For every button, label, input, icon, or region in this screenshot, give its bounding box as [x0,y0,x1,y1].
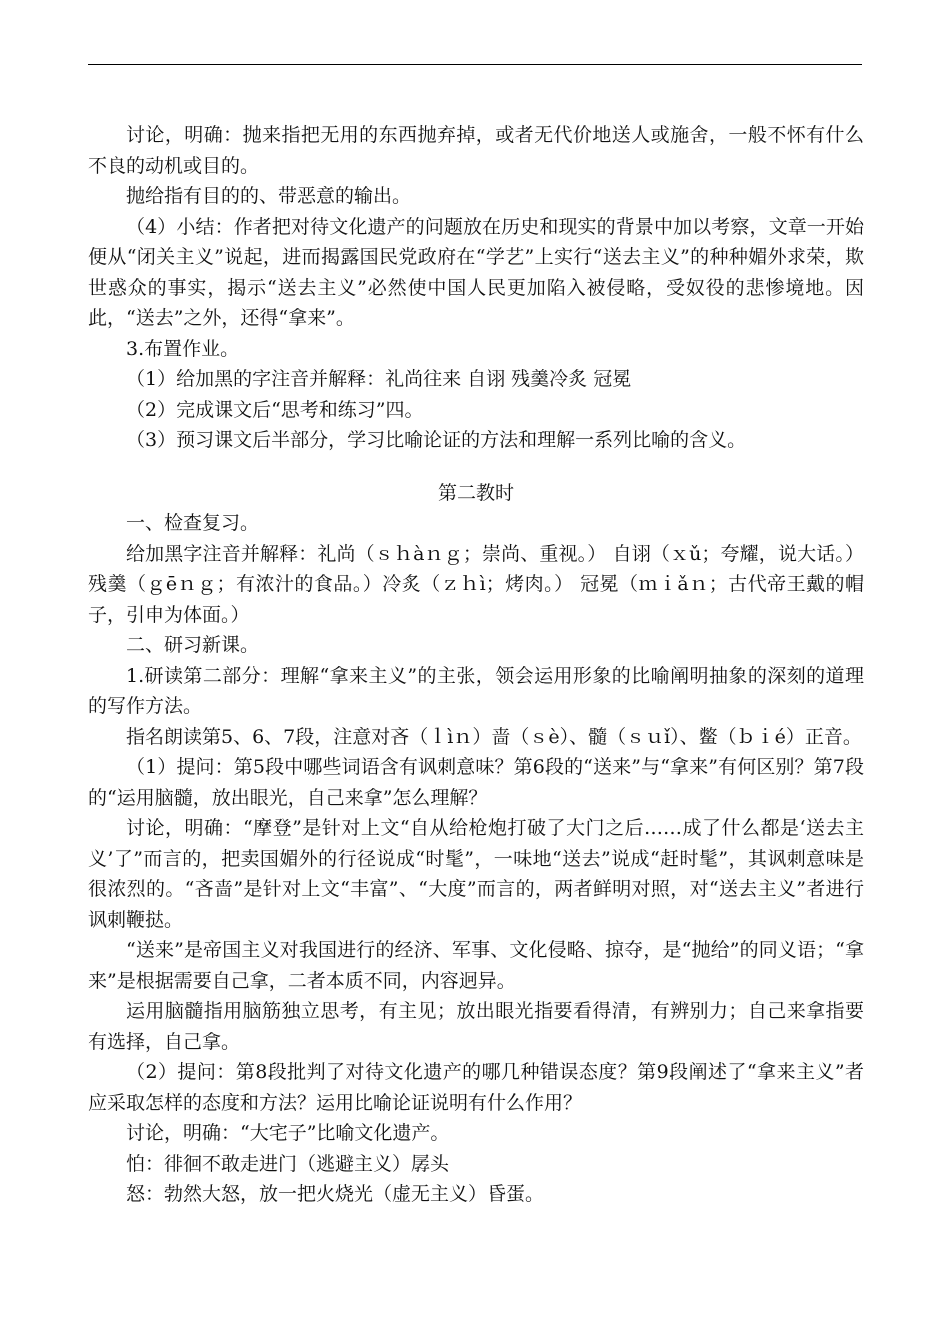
header-rule [88,64,862,65]
paragraph: （3）预习课文后半部分，学习比喻论证的方法和理解一系列比喻的含义。 [126,429,747,451]
paragraph: 3.布置作业。 [126,337,240,360]
document-body [88,120,864,1210]
section-title: 第二教时 [437,481,514,504]
paragraph: 讨论，明确：抛来指把无用的东西抛弃掉，或者无代价地送人或施舍，一般不怀有什么不良的动机或目的。 [88,124,864,177]
paragraph: 二、研习新课。 [126,634,260,656]
paragraph: （2）完成课文后“思考和练习”四。 [126,398,424,421]
paragraph: 1.研读第二部分：理解“拿来主义”的主张，领会运用形象的比喻阐明抽象的深刻的道理的写作方法。 [88,664,864,717]
paragraph: 运用脑髓指用脑筋独立思考，有主见；放出眼光指要看得清，有辨别力；自己来拿指要有选择，自己拿。 [88,1000,864,1053]
paragraph: （1）提问：第5段中哪些词语含有讽刺意味？第6段的“送来”与“拿来”有何区别？第7段的“运用脑髓，放出眼光，自己来拿”怎么理解？ [88,756,864,809]
paragraph: “送来”是帝国主义对我国进行的经济、军事、文化侵略、掠夺，是“抛给”的同义语；“拿来”是根据需要自己拿，二者本质不同，内容迥异。 [88,939,864,992]
paragraph: 指名朗读第5、6、7段，注意对吝（ｌìｎ）啬（ｓè）、髓（ｓｕǐ）、鳖（ｂｉé）正音。 [126,725,862,748]
paragraph: （4）小结：作者把对待文化遗产的问题放在历史和现实的背景中加以考察，文章一开始便从“闭关主义”说起，进而揭露国民党政府在“学艺”上实行“送去主义”的种种媚外求荣，欺世惑众的事实，揭示“送去主义”必然使中国人民更加陷入被侵略，受奴役的悲惨境地。因此，“送去”之外，还得“拿来”。 [88,215,864,329]
paragraph: 抛给指有目的的、带恶意的输出。 [126,185,412,207]
paragraph: （1）给加黑的字注音并解释：礼尚往来 自诩 残羹冷炙 冠冕 [126,368,632,390]
paragraph: 一、检查复习。 [126,512,260,534]
paragraph: 讨论，明确：“大宅子”比喻文化遗产。 [126,1122,450,1144]
paragraph: 怕：徘徊不敢走进门（逃避主义）孱头 [126,1152,450,1175]
paragraph: 给加黑字注音并解释：礼尚（ｓｈàｎｇ；崇尚、重视。） 自诩（ｘǔ；夸耀，说大话。） 残羹（ｇēｎｇ；有浓汁的食品。）冷炙（ｚｈì；烤肉。） 冠冕（ｍｉǎｎ；古代帝王戴的帽子，引申为体面。） [88,542,864,626]
paragraph: 讨论，明确：“摩登”是针对上文“自从给枪炮打破了大门之后……成了什么都是‘送去主义’了”而言的，把卖国媚外的行径说成“时髦”，一味地“送去”说成“赶时髦”，其讽刺意味是很浓烈的。“吝啬”是针对上文“丰富”、“大度”而言的，两者鲜明对照，对“送去主义”者进行讽刺鞭挞。 [88,817,864,931]
paragraph: 怒：勃然大怒，放一把火烧光（虚无主义）昏蛋。 [126,1183,545,1205]
paragraph: （2）提问：第8段批判了对待文化遗产的哪几种错误态度？第9段阐述了“拿来主义”者应采取怎样的态度和方法？运用比喻论证说明有什么作用？ [88,1061,864,1114]
